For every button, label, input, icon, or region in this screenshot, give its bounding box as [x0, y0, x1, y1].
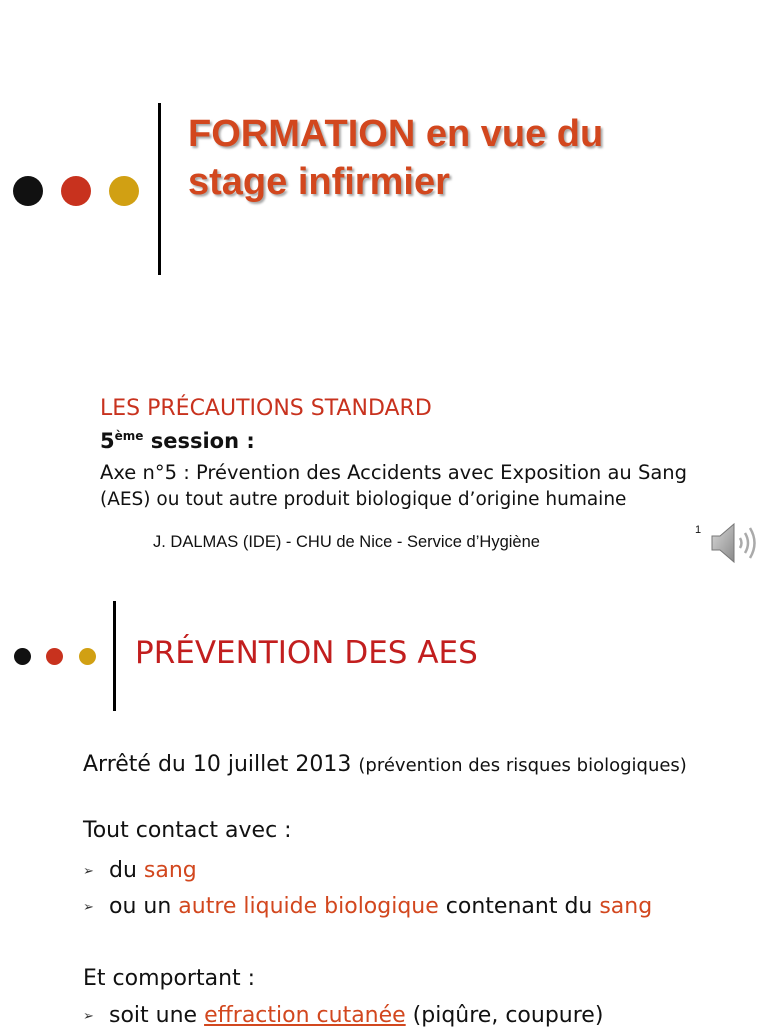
- comportant-line: Et comportant :: [83, 966, 256, 991]
- session-number: 5: [100, 429, 115, 453]
- bullet1-pre: du: [109, 858, 144, 883]
- slide1-subtitle: LES PRÉCAUTIONS STANDARD: [100, 396, 432, 421]
- bullet3-post: (piqûre, coupure): [405, 1003, 604, 1028]
- decor-dot-gold: [109, 176, 139, 206]
- bullet1-highlight: sang: [143, 858, 197, 883]
- bullet-arrow-icon: ➢: [83, 863, 94, 879]
- bullet2-mid: contenant du: [438, 894, 600, 919]
- slide1-title-line1: FORMATION en vue du: [188, 113, 604, 155]
- bullet-item-sang: [83, 858, 197, 883]
- arrete-main: Arrêté du 10 juillet 2013: [83, 752, 359, 777]
- slide1-axe-line2: (AES) ou tout autre produit biologique d’origine humaine: [100, 489, 627, 510]
- bullet3-pre: soit une: [109, 1003, 205, 1028]
- decor-dot-black-2: [14, 648, 31, 665]
- bullet-item-liquide: [83, 894, 652, 919]
- slide1-session: [100, 429, 255, 453]
- bullet2-pre: ou un: [109, 894, 179, 919]
- slide1-author: J. DALMAS (IDE) - CHU de Nice - Service d’Hygiène: [153, 533, 540, 551]
- bullet-item-effraction: [83, 1003, 603, 1028]
- slide1-axe-line1: Axe n°5 : Prévention des Accidents avec Exposition au Sang: [100, 461, 688, 484]
- session-superscript: ème: [114, 429, 144, 443]
- arrete-paren: (prévention des risques biologiques): [358, 755, 687, 776]
- speaker-icon[interactable]: [708, 520, 760, 566]
- decor-dot-red: [61, 176, 91, 206]
- bullet2-highlight1: autre liquide biologique: [178, 894, 439, 919]
- arrete-line: [83, 752, 687, 777]
- slide1-title-line2: stage infirmier: [188, 161, 450, 203]
- bullet-arrow-icon: ➢: [83, 1008, 94, 1024]
- decor-vertical-bar-2: [113, 601, 116, 711]
- decor-dot-black: [13, 176, 43, 206]
- page-number: 1: [695, 524, 702, 536]
- bullet-arrow-icon: ➢: [83, 899, 94, 915]
- bullet3-highlight: effraction cutanée: [204, 1003, 406, 1028]
- decor-dot-gold-2: [79, 648, 96, 665]
- slide2-title: PRÉVENTION DES AES: [135, 635, 478, 671]
- session-word: session :: [143, 429, 255, 453]
- decor-dot-red-2: [46, 648, 63, 665]
- contact-intro: Tout contact avec :: [83, 818, 292, 843]
- decor-vertical-bar: [158, 103, 161, 275]
- slide1-title: [188, 110, 728, 206]
- bullet2-highlight2: sang: [599, 894, 653, 919]
